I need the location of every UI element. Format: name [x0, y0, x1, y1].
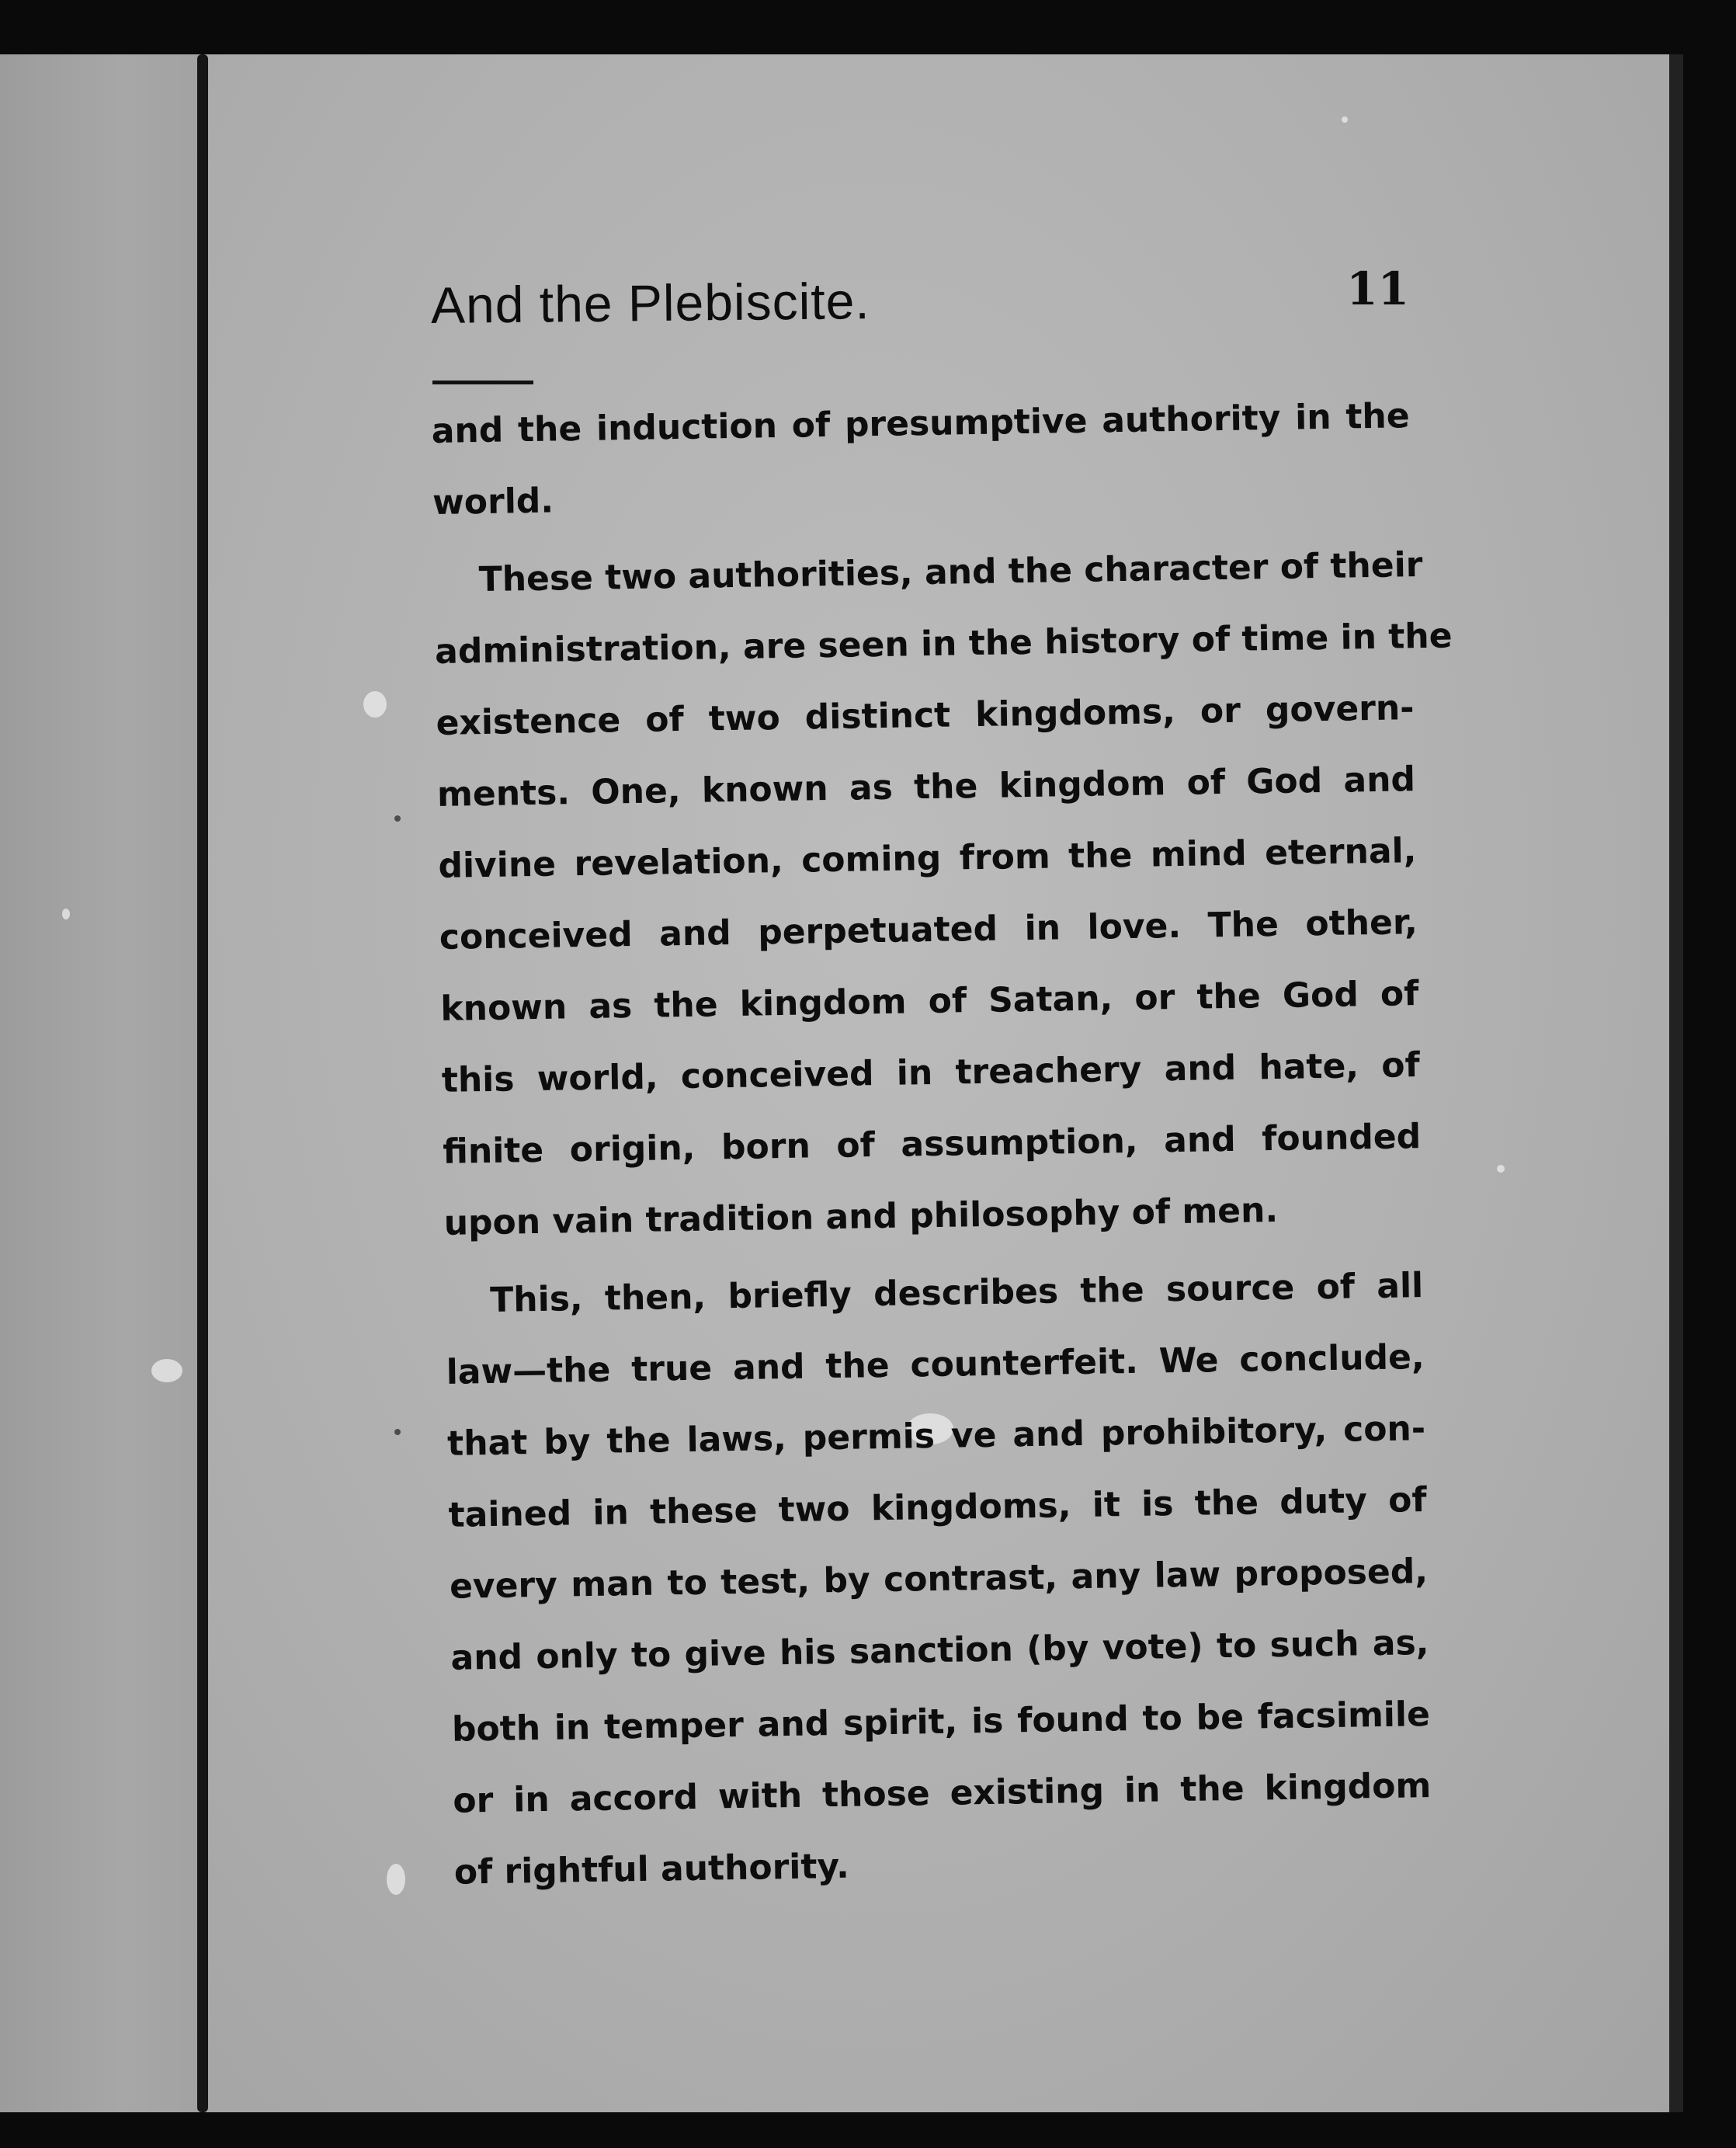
text-line: both in temper and spirit, is found to be facsimile — [451, 1694, 1431, 1750]
text-line: known as the kingdom of Satan, or the God of — [440, 974, 1419, 1029]
paper-speck — [387, 1864, 405, 1895]
running-head-title: And the Plebiscite. — [430, 272, 871, 334]
paper-speck — [151, 1359, 182, 1382]
text-line: conceived and perpetuated in love. The other, — [439, 902, 1418, 958]
text-line: world. — [432, 481, 554, 523]
text-line: law—the true and the counterfeit. We conclude, — [446, 1337, 1425, 1392]
body-text — [431, 381, 1453, 1909]
text-line: this world, conceived in treachery and hate, of — [441, 1045, 1421, 1100]
head-rule — [432, 381, 533, 384]
text-line: existence of two distinct kingdoms, or govern- — [436, 688, 1415, 743]
text-line: every man to test, by contrast, any law proposed, — [449, 1552, 1429, 1607]
text-line: upon vain tradition and philosophy of men. — [443, 1190, 1279, 1243]
text-line: or in accord with those existing in the kingdom — [453, 1765, 1432, 1821]
paragraph — [433, 530, 1453, 1260]
text-line: and the induction of presumptive authority in the — [431, 396, 1410, 451]
paragraph — [445, 1250, 1433, 1909]
page-content — [430, 256, 1453, 1893]
text-line: divine revelation, coming from the mind eternal, — [438, 831, 1417, 886]
binding-gutter — [197, 54, 208, 2112]
text-line: of rightful authority. — [453, 1846, 850, 1893]
page-number: 11 — [1346, 262, 1409, 315]
text-line: finite origin, born of assumption, and founded — [442, 1117, 1422, 1172]
running-head — [431, 256, 1409, 342]
text-line: that by the laws, permis ve and prohibitory, con- — [446, 1409, 1426, 1464]
left-page-margin — [0, 54, 203, 2112]
paper-speck — [1342, 116, 1348, 123]
page-edge-shadow — [1669, 54, 1683, 2112]
text-line: administration, are seen in the history of time in the — [434, 616, 1453, 672]
paper-speck — [394, 1429, 401, 1435]
text-line: ments. One, known as the kingdom of God and — [436, 759, 1416, 815]
text-line: This, then, briefly describes the source of all — [489, 1266, 1424, 1320]
text-line: These two authorities, and the character of their — [478, 544, 1423, 600]
text-line: and only to give his sanction (by vote) to such as, — [450, 1623, 1429, 1678]
paper-speck — [1497, 1165, 1505, 1173]
text-line: tained in these two kingdoms, it is the duty of — [448, 1480, 1427, 1535]
paragraph — [431, 381, 1411, 539]
paper-speck — [363, 691, 387, 718]
paper-speck — [394, 815, 401, 822]
paper-speck — [62, 909, 70, 919]
